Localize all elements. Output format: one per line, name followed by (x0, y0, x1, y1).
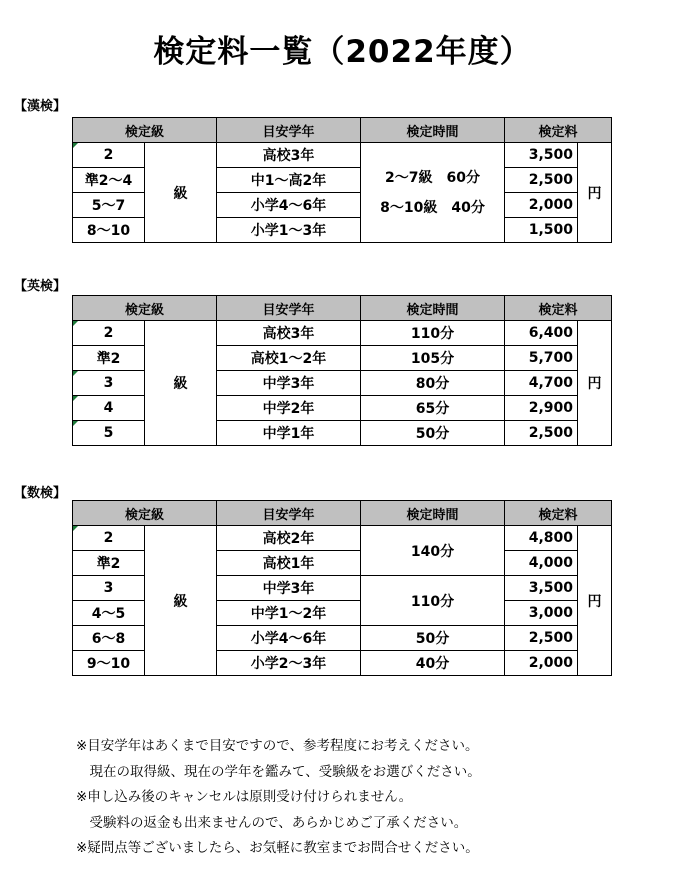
exam-time-line: 2～7級 60分 (385, 169, 480, 186)
header-grade: 検定級 (73, 296, 217, 321)
fee-cell: 2,000 (505, 651, 578, 676)
grade-cell: 2 (73, 526, 145, 551)
fee-cell: 4,000 (505, 551, 578, 576)
kanken-fee-table (72, 117, 612, 243)
exam-time-cell: 50分 (361, 421, 505, 446)
header-exam-time: 検定時間 (361, 118, 505, 143)
fee-cell: 2,500 (505, 168, 578, 193)
fee-cell: 3,500 (505, 143, 578, 168)
eiken-fee-table (72, 295, 612, 446)
grade-cell: 6～8 (73, 626, 145, 651)
school-year-cell: 小学4～6年 (217, 626, 361, 651)
header-exam-time: 検定時間 (361, 501, 505, 526)
exam-time-cell: 110分 (361, 576, 505, 626)
fee-cell: 4,700 (505, 371, 578, 396)
fee-cell: 3,000 (505, 601, 578, 626)
grade-cell: 4～5 (73, 601, 145, 626)
exam-time-cell: 80分 (361, 371, 505, 396)
school-year-cell: 中学3年 (217, 371, 361, 396)
table-header-row (73, 296, 612, 321)
exam-time-cell: 50分 (361, 626, 505, 651)
school-year-cell: 中学2年 (217, 396, 361, 421)
suken-fee-table (72, 500, 612, 676)
grade-cell: 5～7 (73, 193, 145, 218)
exam-time-cell: 140分 (361, 526, 505, 576)
note-line: ※疑問点等ございましたら、お気軽に教室までお問合せください。 (76, 840, 479, 856)
exam-time-line: 8～10級 40分 (380, 199, 485, 216)
fee-cell: 2,500 (505, 626, 578, 651)
school-year-cell: 小学2～3年 (217, 651, 361, 676)
table-row (73, 321, 612, 346)
header-school-year: 目安学年 (217, 118, 361, 143)
grade-cell: 4 (73, 396, 145, 421)
section-label-suken: 【数検】 (14, 486, 67, 501)
grade-suffix: 級 (145, 321, 217, 446)
fee-cell: 2,900 (505, 396, 578, 421)
currency-unit: 円 (578, 321, 612, 446)
section-label-kanken: 【漢検】 (14, 99, 67, 114)
header-school-year: 目安学年 (217, 296, 361, 321)
grade-cell: 2 (73, 321, 145, 346)
notes-block (76, 734, 481, 862)
exam-time-cell (361, 143, 505, 243)
exam-time-cell: 65分 (361, 396, 505, 421)
note-line: ※申し込み後のキャンセルは原則受け付けられません。 (76, 789, 413, 805)
fee-cell: 2,500 (505, 421, 578, 446)
grade-cell: 5 (73, 421, 145, 446)
exam-time-cell: 40分 (361, 651, 505, 676)
cell-marker (73, 371, 78, 376)
note-line: 現在の取得級、現在の学年を鑑みて、受験級をお選びください。 (76, 763, 481, 780)
currency-unit: 円 (578, 526, 612, 676)
school-year-cell: 高校2年 (217, 526, 361, 551)
note-line: 受験料の返金も出来ませんので、あらかじめご了承ください。 (76, 814, 468, 831)
exam-time-cell: 110分 (361, 321, 505, 346)
cell-marker (73, 526, 78, 531)
school-year-cell: 高校3年 (217, 321, 361, 346)
fee-cell: 1,500 (505, 218, 578, 243)
school-year-cell: 中学3年 (217, 576, 361, 601)
fee-cell: 5,700 (505, 346, 578, 371)
cell-marker (73, 321, 78, 326)
school-year-cell: 中学1年 (217, 421, 361, 446)
grade-suffix: 級 (145, 143, 217, 243)
school-year-cell: 小学4～6年 (217, 193, 361, 218)
grade-suffix: 級 (145, 526, 217, 676)
cell-marker (73, 143, 78, 148)
note-line: ※目安学年はあくまで目安ですので、参考程度にお考えください。 (76, 738, 479, 754)
table-header-row (73, 501, 612, 526)
header-fee: 検定料 (505, 118, 612, 143)
cell-marker (73, 421, 78, 426)
school-year-cell: 中1～高2年 (217, 168, 361, 193)
fee-cell: 2,000 (505, 193, 578, 218)
table-row (73, 143, 612, 168)
fee-cell: 6,400 (505, 321, 578, 346)
school-year-cell: 高校1～2年 (217, 346, 361, 371)
section-label-eiken: 【英検】 (14, 279, 67, 294)
header-grade: 検定級 (73, 118, 217, 143)
header-school-year: 目安学年 (217, 501, 361, 526)
header-fee: 検定料 (505, 501, 612, 526)
table-row (73, 526, 612, 551)
fee-cell: 3,500 (505, 576, 578, 601)
school-year-cell: 中学1～2年 (217, 601, 361, 626)
page-title: 検定料一覧（2022年度） (153, 34, 532, 70)
grade-cell: 準2 (73, 346, 145, 371)
school-year-cell: 小学1～3年 (217, 218, 361, 243)
header-fee: 検定料 (505, 296, 612, 321)
table-header-row (73, 118, 612, 143)
fee-cell: 4,800 (505, 526, 578, 551)
header-grade: 検定級 (73, 501, 217, 526)
school-year-cell: 高校3年 (217, 143, 361, 168)
grade-cell: 9～10 (73, 651, 145, 676)
grade-cell: 2 (73, 143, 145, 168)
grade-cell: 準2～4 (73, 168, 145, 193)
school-year-cell: 高校1年 (217, 551, 361, 576)
header-exam-time: 検定時間 (361, 296, 505, 321)
grade-cell: 3 (73, 371, 145, 396)
grade-cell: 8～10 (73, 218, 145, 243)
cell-marker (73, 396, 78, 401)
exam-time-cell: 105分 (361, 346, 505, 371)
grade-cell: 準2 (73, 551, 145, 576)
currency-unit: 円 (578, 143, 612, 243)
grade-cell: 3 (73, 576, 145, 601)
